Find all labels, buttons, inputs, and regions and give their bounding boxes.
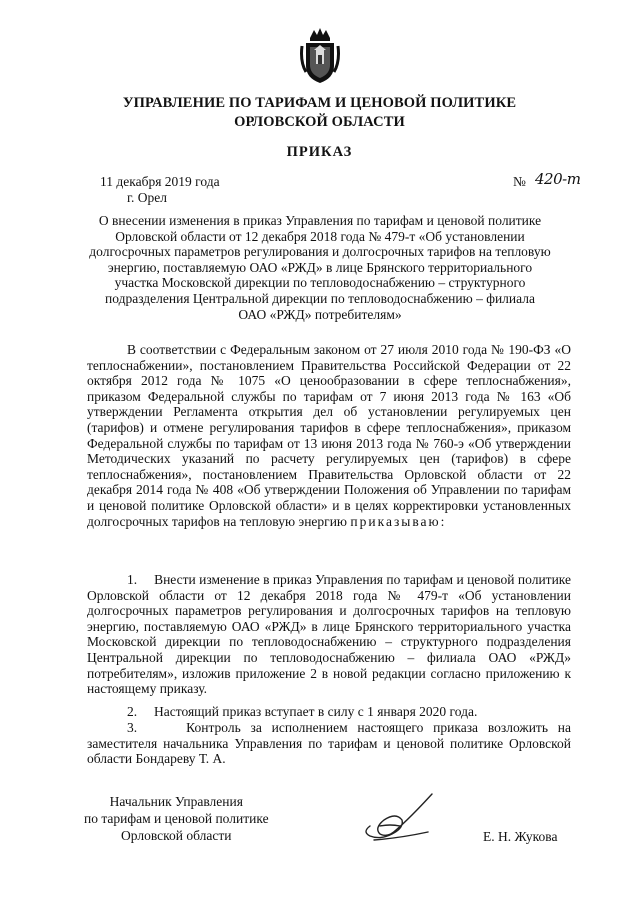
preamble-paragraph	[87, 342, 571, 529]
position-line: Орловской области	[121, 828, 232, 843]
item-text: Контроль за исполнением настоящего приказа возложить на заместителя начальника Управления по тарифам и ценовой политике Орловской области Бондареву Т. А.	[87, 720, 571, 767]
order-date: 11 декабря 2019 года	[100, 174, 220, 189]
order-item-2	[87, 704, 571, 720]
coat-of-arms-icon	[300, 26, 340, 86]
order-subject	[68, 213, 572, 322]
position-line: по тарифам и ценовой политике	[84, 811, 269, 826]
subject-line: участка Московской дирекции по тепловодоснабжению – структурного	[114, 275, 526, 291]
order-word: приказываю:	[350, 513, 447, 529]
subject-line: энергию, поставляемую ОАО «РЖД» в лице Брянского территориального	[107, 259, 533, 275]
item-number: 3.	[127, 720, 138, 735]
signature-icon	[340, 790, 460, 850]
item-number: 2.	[127, 704, 138, 719]
subject-line: долгосрочных параметров регулирования и долгосрочных тарифов на тепловую	[89, 244, 551, 260]
item-text: Внести изменение в приказ Управления по тарифам и ценовой политике Орловской области от 12 декабря 2018 года № 479-т «Об установлении долгосрочных параметров регулирования и долгосрочных тарифов на тепловую энергию, поставляемую ОАО «РЖД» в лице Брянского территориального участка Московской дирекции по тепловодоснабжению – структурного подразделения Центральной дирекции по тепловодоснабжению – филиала ОАО «РЖД» потребителям», изложив приложение 2 в новой редакции согласно приложению к настоящему приказу.	[87, 572, 572, 697]
signatory-name: Е. Н. Жукова	[483, 829, 558, 844]
order-number-handwritten: 420-т	[535, 170, 581, 188]
order-number-label: №	[513, 174, 526, 189]
organization-title	[60, 94, 579, 132]
item-text: Настоящий приказ вступает в силу с 1 января 2020 года.	[154, 704, 478, 719]
subject-line: Орловской области от 12 декабря 2018 года № 479-т «Об установлении	[115, 228, 525, 244]
order-city: г. Орел	[127, 190, 167, 205]
signatory-position	[84, 793, 269, 844]
order-item-3	[87, 720, 571, 767]
order-item-1	[87, 572, 571, 697]
item-number: 1.	[127, 572, 138, 587]
subject-line: ОАО «РЖД» потребителям»	[238, 306, 402, 322]
subject-line: подразделения Центральной дирекции по тепловодоснабжению – филиала	[105, 290, 535, 306]
position-line: Начальник Управления	[109, 794, 243, 809]
subject-line: О внесении изменения в приказ Управления по тарифам и ценовой политике	[98, 213, 542, 228]
org-title-line1: УПРАВЛЕНИЕ ПО ТАРИФАМ И ЦЕНОВОЙ ПОЛИТИКЕ	[122, 95, 517, 111]
preamble-text: В соответствии с Федеральным законом от 27 июля 2010 года № 190-ФЗ «О теплоснабжении», постановлением Правительства Российской Федерации от 22 октября 2012 года № 1075 «О ценообразовании в сфере теплоснабжения», приказом Федеральной службы по тарифам от 7 июня 2013 года № 163 «Об утверждении Регламента открытия дел об установлении регулируемых цен (тарифов) и отмене регулирования тарифов в сфере теплоснабжения», приказом Федеральной службы по тарифам от 13 июня 2013 года № 760-э «Об утверждении Методических указаний по расчету регулируемых цен (тарифов) в сфере теплоснабжения», постановлением Правительства Орловской области от 22 декабря 2014 года № 408 «Об утверждении Положения об Управлении по тарифам и ценовой политике Орловской области» и в целях корректировки установленных долгосрочных тарифов на тепловую энергию	[87, 342, 571, 529]
org-title-line2: ОРЛОВСКОЙ ОБЛАСТИ	[234, 114, 405, 130]
document-type: ПРИКАЗ	[286, 144, 353, 160]
